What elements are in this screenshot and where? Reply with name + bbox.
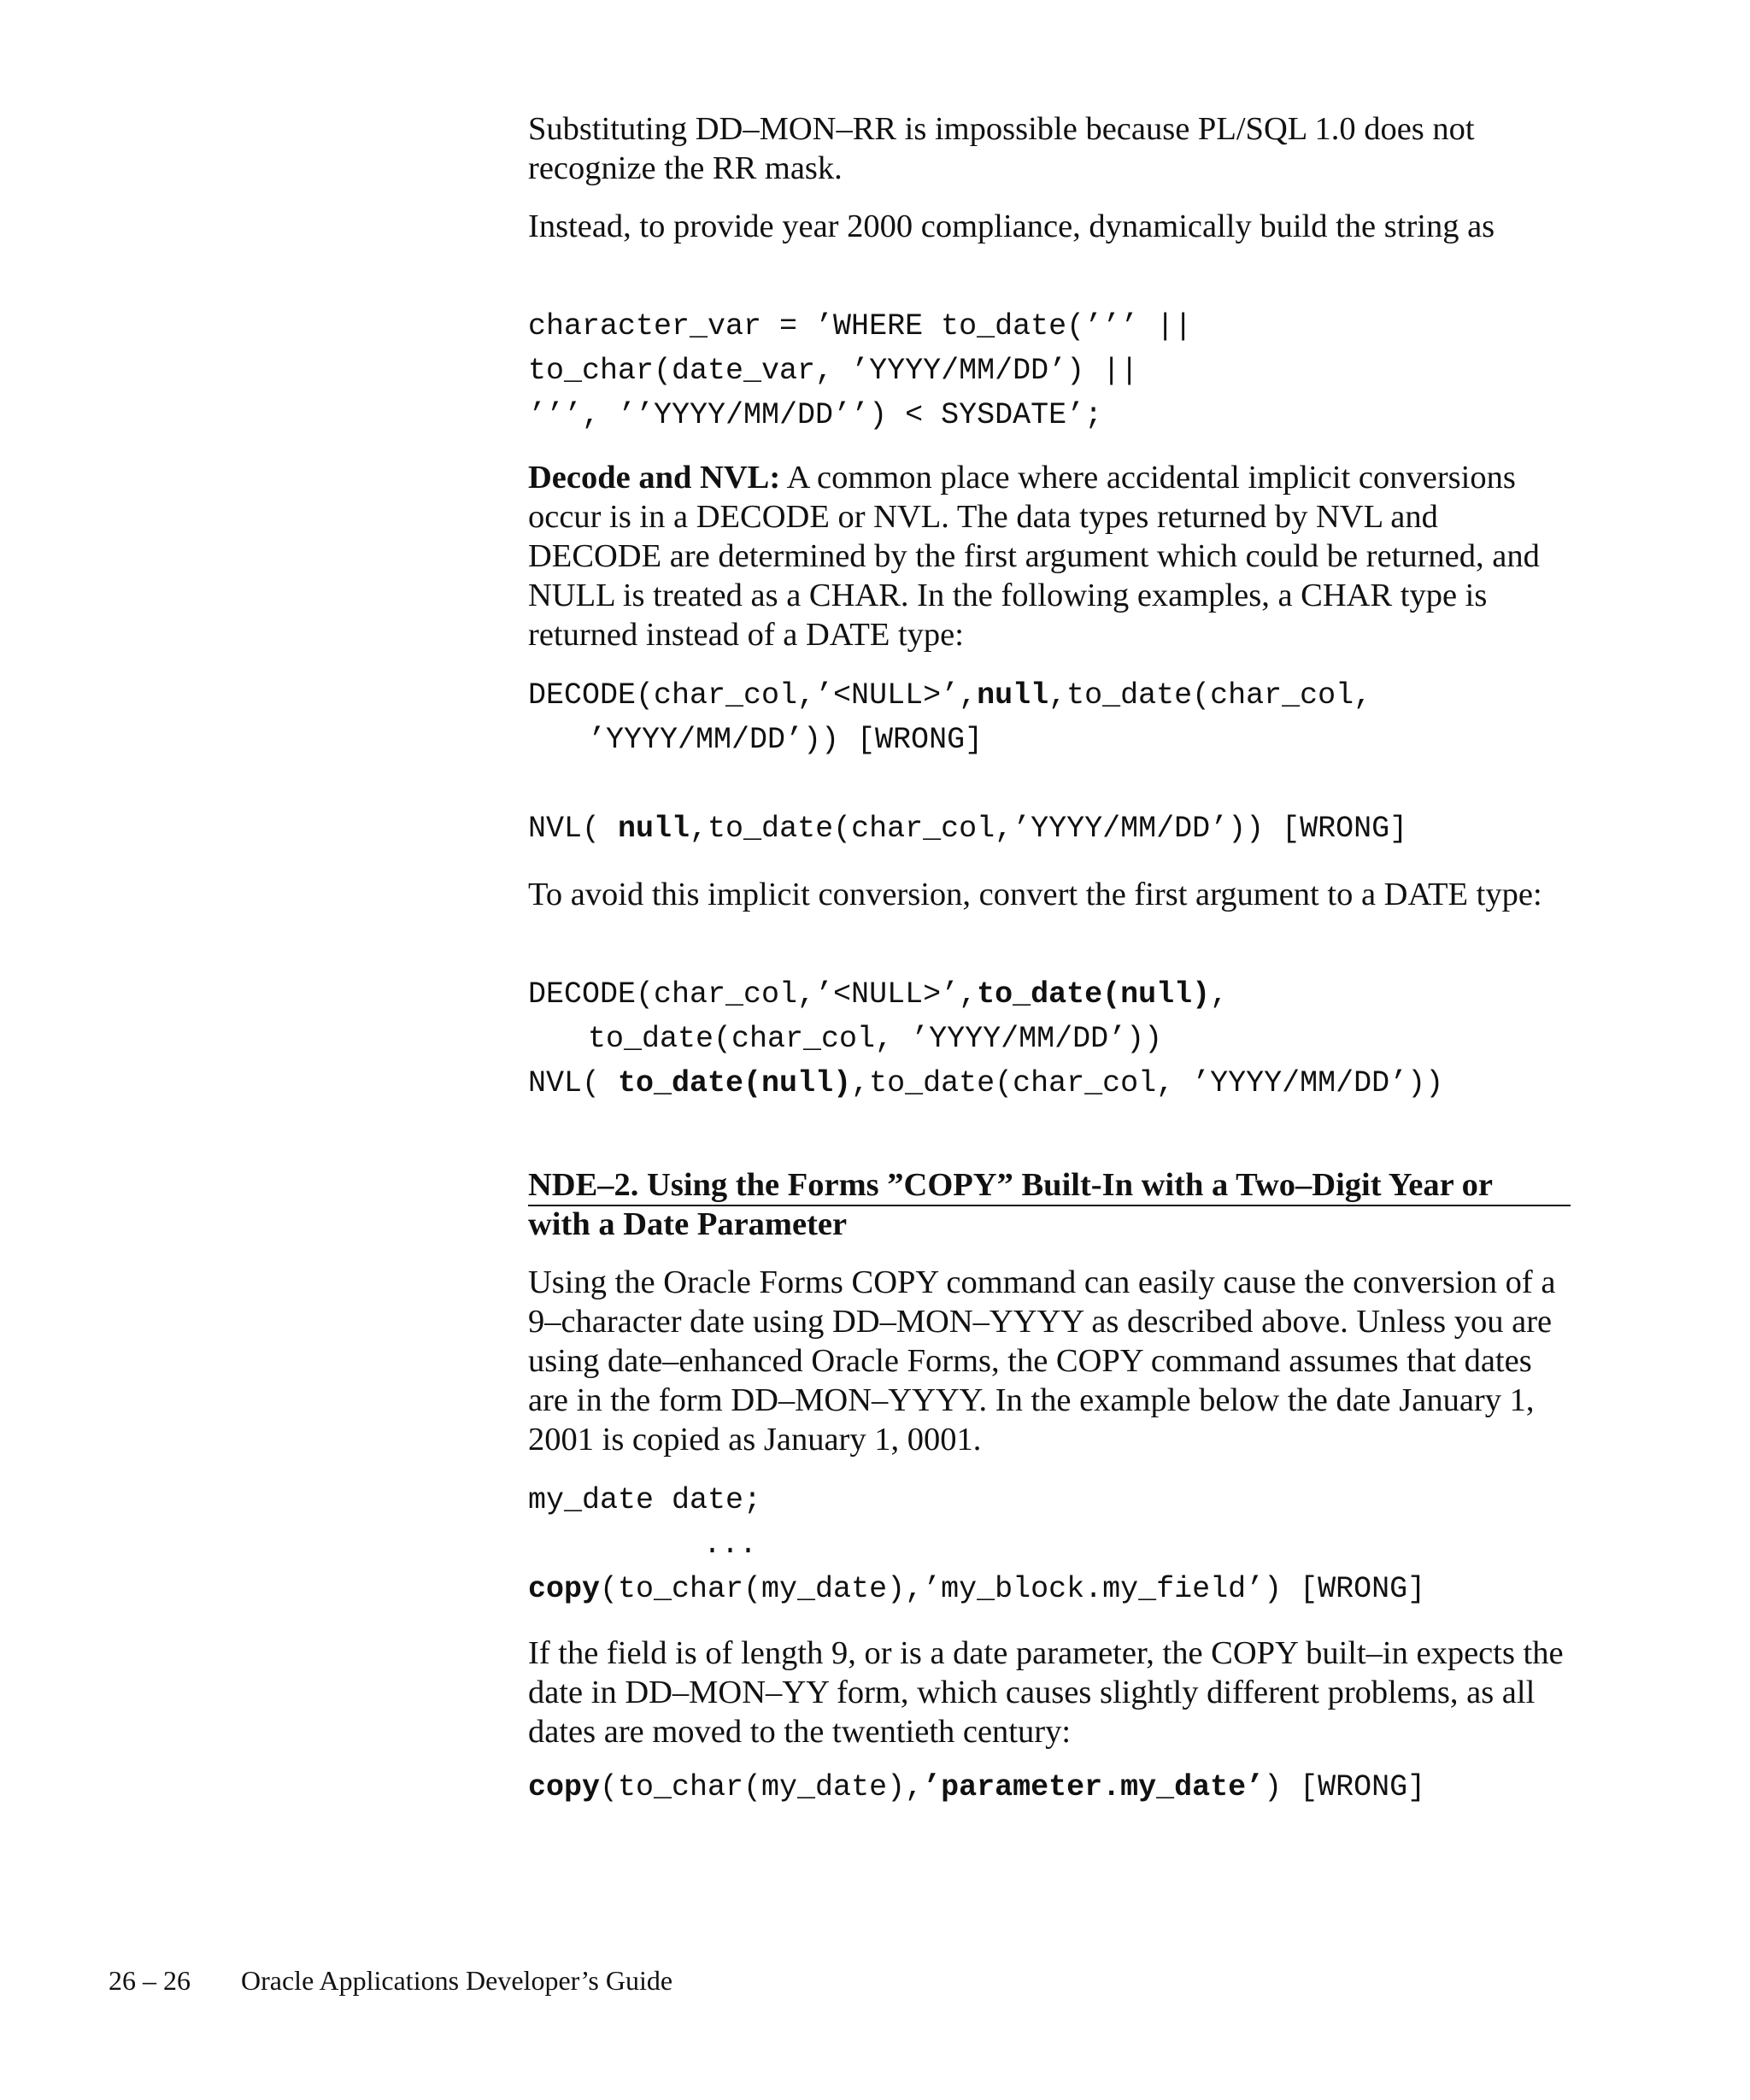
- code-line: to_char(date_var, ’YYYY/MM/DD’) ||: [528, 354, 1139, 388]
- code-block-parameter-example: [528, 1765, 1571, 1810]
- code-bold-segment: copy: [528, 1770, 601, 1804]
- paragraph-avoid-conversion: To avoid this implicit conversion, convert the first argument to a DATE type:: [528, 877, 1542, 912]
- code-bold-segment: copy: [528, 1572, 601, 1606]
- code-block-correct-examples: [528, 972, 1571, 1106]
- code-segment: ,to_date(char_col,’YYYY/MM/DD’)) [WRONG]: [690, 812, 1408, 846]
- book-title: Oracle Applications Developer’s Guide: [241, 1965, 673, 1996]
- code-segment: ,: [1210, 977, 1229, 1012]
- paragraph-dynamic-string: Instead, to provide year 2000 compliance, dynamically build the string as: [528, 208, 1495, 244]
- code-segment: NVL(: [528, 812, 619, 846]
- code-line: [528, 673, 1571, 718]
- page-footer: [109, 1963, 672, 1997]
- code-segment: (to_char(my_date),’my_block.my_field’) [WRONG]: [600, 1572, 1426, 1606]
- section-heading-line: NDE–2. Using the Forms ”COPY” Built-In with a Two–Digit Year or: [528, 1167, 1493, 1203]
- code-segment: NVL(: [528, 1066, 619, 1100]
- paragraph-length-nine: If the field is of length 9, or is a date parameter, the COPY built–in expects the date in DD–MON–YY form, which causes slightly different problems, as all dates are moved to the twentieth century:: [528, 1635, 1564, 1750]
- code-bold-segment: to_date(null): [977, 977, 1211, 1012]
- code-line: my_date date;: [528, 1483, 762, 1517]
- section-heading-nde-2: [528, 1165, 1571, 1205]
- code-line: to_date(char_col, ’YYYY/MM/DD’)): [588, 1022, 1163, 1056]
- code-line: [528, 807, 1571, 851]
- code-block-dynamic-string: [528, 304, 1571, 437]
- paragraph-copy-command: Using the Oracle Forms COPY command can easily cause the conversion of a 9–character date using DD–MON–YYYY as described above. Unless you are using date–enhanced Oracle Forms, the COPY command assumes that dates are in the form DD–MON–YYYY. In the example below the date January 1, 2001 is copied as January 1, 0001.: [528, 1264, 1556, 1458]
- code-segment: (to_char(my_date),: [600, 1770, 924, 1804]
- code-segment: ) [WRONG]: [1264, 1770, 1426, 1804]
- section-heading-line: with a Date Parameter: [528, 1206, 848, 1242]
- code-line: character_var = ’WHERE to_date(’’’ ||: [528, 309, 1193, 343]
- code-segment: DECODE(char_col,’<NULL>’,: [528, 977, 978, 1012]
- code-line: ’’’, ’’YYYY/MM/DD’’) < SYSDATE’;: [528, 398, 1103, 432]
- code-ellipsis: ...: [703, 1528, 758, 1562]
- paragraph-rr-mask: Substituting DD–MON–RR is impossible because PL/SQL 1.0 does not recognize the RR mask.: [528, 111, 1475, 186]
- code-segment: ,to_date(char_col, ’YYYY/MM/DD’)): [851, 1066, 1444, 1100]
- code-line: [528, 1567, 1571, 1611]
- code-bold-segment: ’parameter.my_date’: [923, 1770, 1265, 1804]
- code-bold-segment: null: [618, 812, 690, 846]
- code-block-copy-example: [528, 1478, 1571, 1611]
- run-in-heading: Decode and NVL:: [528, 460, 781, 496]
- code-bold-segment: to_date(null): [618, 1066, 852, 1100]
- code-line: ’YYYY/MM/DD’)) [WRONG]: [588, 723, 984, 757]
- code-segment: DECODE(char_col,’<NULL>’,: [528, 678, 978, 713]
- page-number: 26 – 26: [109, 1965, 191, 1996]
- section-heading-continuation: [528, 1205, 1571, 1244]
- code-bold-segment: null: [977, 678, 1049, 713]
- code-line: [528, 972, 1571, 1017]
- code-line: [528, 1061, 1571, 1106]
- code-segment: ,to_date(char_col,: [1048, 678, 1372, 713]
- code-block-wrong-examples: [528, 673, 1571, 851]
- paragraph-decode-nvl: [528, 458, 1571, 654]
- code-line: [528, 1765, 1571, 1810]
- paragraph-text: A common place where accidental implicit conversions occur is in a DECODE or NVL. The data types returned by NVL and DECODE are determined by the first argument which could be returned, and NULL is treated as a CHAR. In the following examples, a CHAR type is returned instead of a DATE type:: [528, 460, 1540, 653]
